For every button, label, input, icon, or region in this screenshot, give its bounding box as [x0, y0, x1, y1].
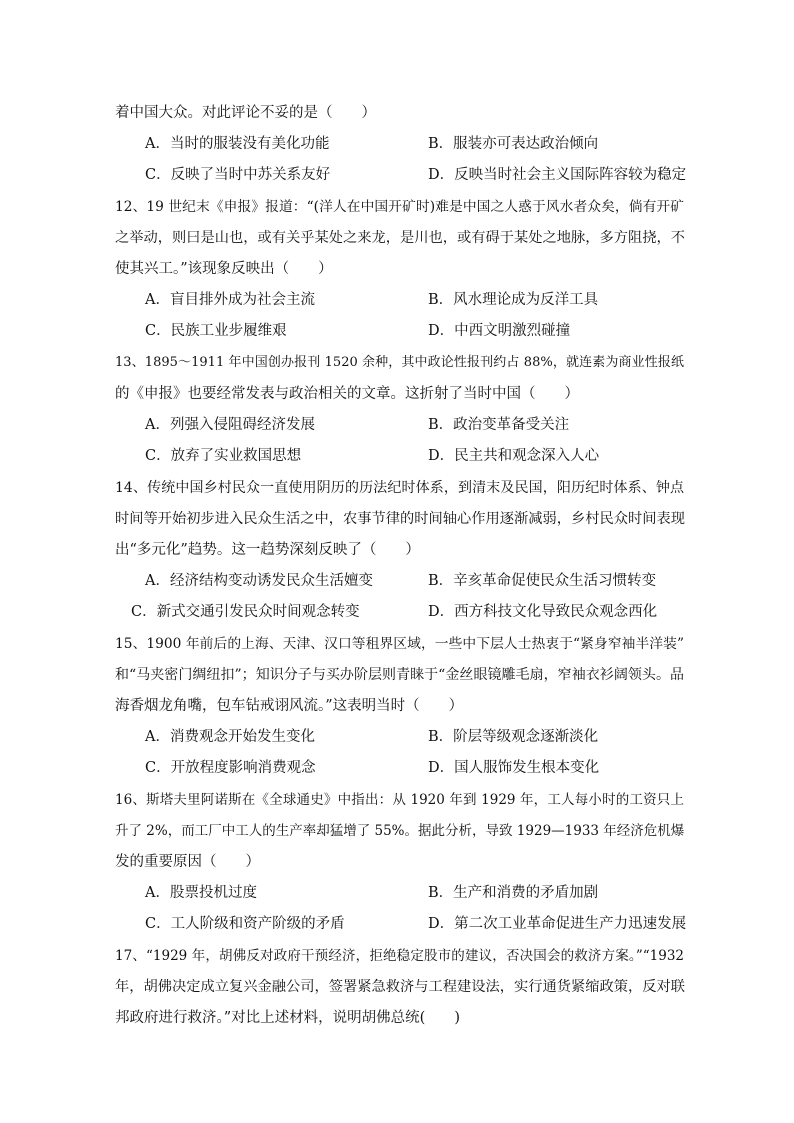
intro-option-d: D．反映当时社会主义国际阵容较为稳定: [428, 167, 687, 183]
q15-option-d: D．国人服饰发生根本变化: [428, 760, 600, 776]
q16-option-c: C．工人阶级和资产阶级的矛盾: [145, 916, 345, 932]
q12-stem-line-1: 12、19 世纪末《申报》报道：“(洋人在中国开矿时)难是中国之人惑于风水者众矣，倘有开矿: [115, 199, 684, 215]
q14-stem-line-3: 出“多元化”趋势。这一趋势深刻反映了（ ）: [115, 542, 420, 558]
q17-stem-line-1: 17、“1929 年，胡佛反对政府干预经济，拒绝稳定股市的建议，否决国会的救济方案。”“1932: [115, 948, 684, 964]
q15-option-a: A．消费观念开始发生变化: [145, 729, 315, 745]
intro-option-b: B．服装亦可表达政治倾向: [428, 136, 599, 152]
q15-option-b: B．阶层等级观念逐渐淡化: [428, 729, 599, 745]
intro-option-a: A．当时的服装没有美化功能: [145, 136, 330, 152]
q13-option-c: C．放弃了实业救国思想: [145, 448, 302, 464]
q16-stem-line-1: 16、斯塔夫里阿诺斯在《全球通史》中指出：从 1920 年到 1929 年，工人每小时的工资只上: [115, 792, 684, 808]
q12-option-d: D．中西文明激烈碰撞: [428, 323, 571, 339]
intro-option-c: C．反映了当时中苏关系友好: [145, 167, 331, 183]
q14-stem-line-1: 14、传统中国乡村民众一直使用阴历的历法纪时体系，到清末及民国，阳历纪时体系、钟点: [115, 480, 684, 496]
q12-stem-line-3: 使其兴工。”该现象反映出（ ）: [115, 261, 333, 277]
q15-stem-line-1: 15、1900 年前后的上海、天津、汉口等租界区域，一些中下层人士热衷于“紧身窄袖半洋装”: [115, 636, 684, 652]
q16-option-b: B．生产和消费的矛盾加剧: [428, 885, 599, 901]
q12-option-b: B．风水理论成为反洋工具: [428, 292, 599, 308]
q17-stem-line-2: 年，胡佛决定成立复兴金融公司，签署紧急救济与工程建设法，实行通货紧缩政策，反对联: [115, 979, 686, 995]
q12-stem-line-2: 之举动，则曰是山也，或有关乎某处之来龙，是川也，或有碍于某处之地脉，多方阻挠，不: [115, 230, 686, 246]
q13-stem-line-2: 的《申报》也要经常发表与政治相关的文章。这折射了当时中国（ ）: [115, 386, 579, 402]
q13-option-b: B．政治变革备受关注: [428, 417, 570, 433]
q13-option-a: A．列强入侵阻碍经济发展: [145, 417, 315, 433]
q14-option-b: B．辛亥革命促使民众生活习惯转变: [428, 573, 657, 589]
q16-option-a: A．股票投机过度: [145, 885, 257, 901]
q14-stem-line-2: 时间等开始初步进入民众生活之中，农事节律的时间轴心作用逐渐减弱，乡村民众时间表现: [115, 511, 686, 527]
q14-option-c: C．新式交通引发民众时间观念转变: [131, 604, 360, 620]
q16-stem-line-2: 升了 2%，而工厂中工人的生产率却猛增了 55%。据此分析，导致 1929—1933 年经济危机爆: [115, 823, 685, 839]
q13-stem-line-1: 13、1895～1911 年中国创办报刊 1520 余种，其中政论性报刊约占 88%，就连素为商业性报纸: [115, 355, 684, 370]
q12-option-c: C．民族工业步履维艰: [145, 323, 287, 339]
q15-stem-line-2: 和“马夹密门绸纽扣”；知识分子与买办阶层则青睐于“金丝眼镜雕毛扇，窄袖衣衫阔领头。品: [115, 667, 684, 683]
q16-option-d: D．第二次工业革命促进生产力迅速发展: [428, 916, 687, 932]
q17-stem-line-3: 邦政府进行救济。”对比上述材料，说明胡佛总统( ): [115, 1010, 460, 1026]
q15-stem-line-3: 海香烟龙角嘴，包车钻戒诩风流。”这表明当时（ ）: [115, 698, 464, 714]
intro-line: 着中国大众。对此评论不妥的是（ ）: [115, 105, 376, 121]
q13-option-d: D．民主共和观念深入人心: [428, 448, 600, 464]
q12-option-a: A．盲目排外成为社会主流: [145, 292, 315, 308]
q14-option-d: D．西方科技文化导致民众观念西化: [428, 604, 658, 620]
q16-stem-line-3: 发的重要原因（ ）: [115, 854, 260, 870]
q15-option-c: C．开放程度影响消费观念: [145, 760, 316, 776]
q14-option-a: A．经济结构变动诱发民众生活嬗变: [145, 573, 373, 589]
